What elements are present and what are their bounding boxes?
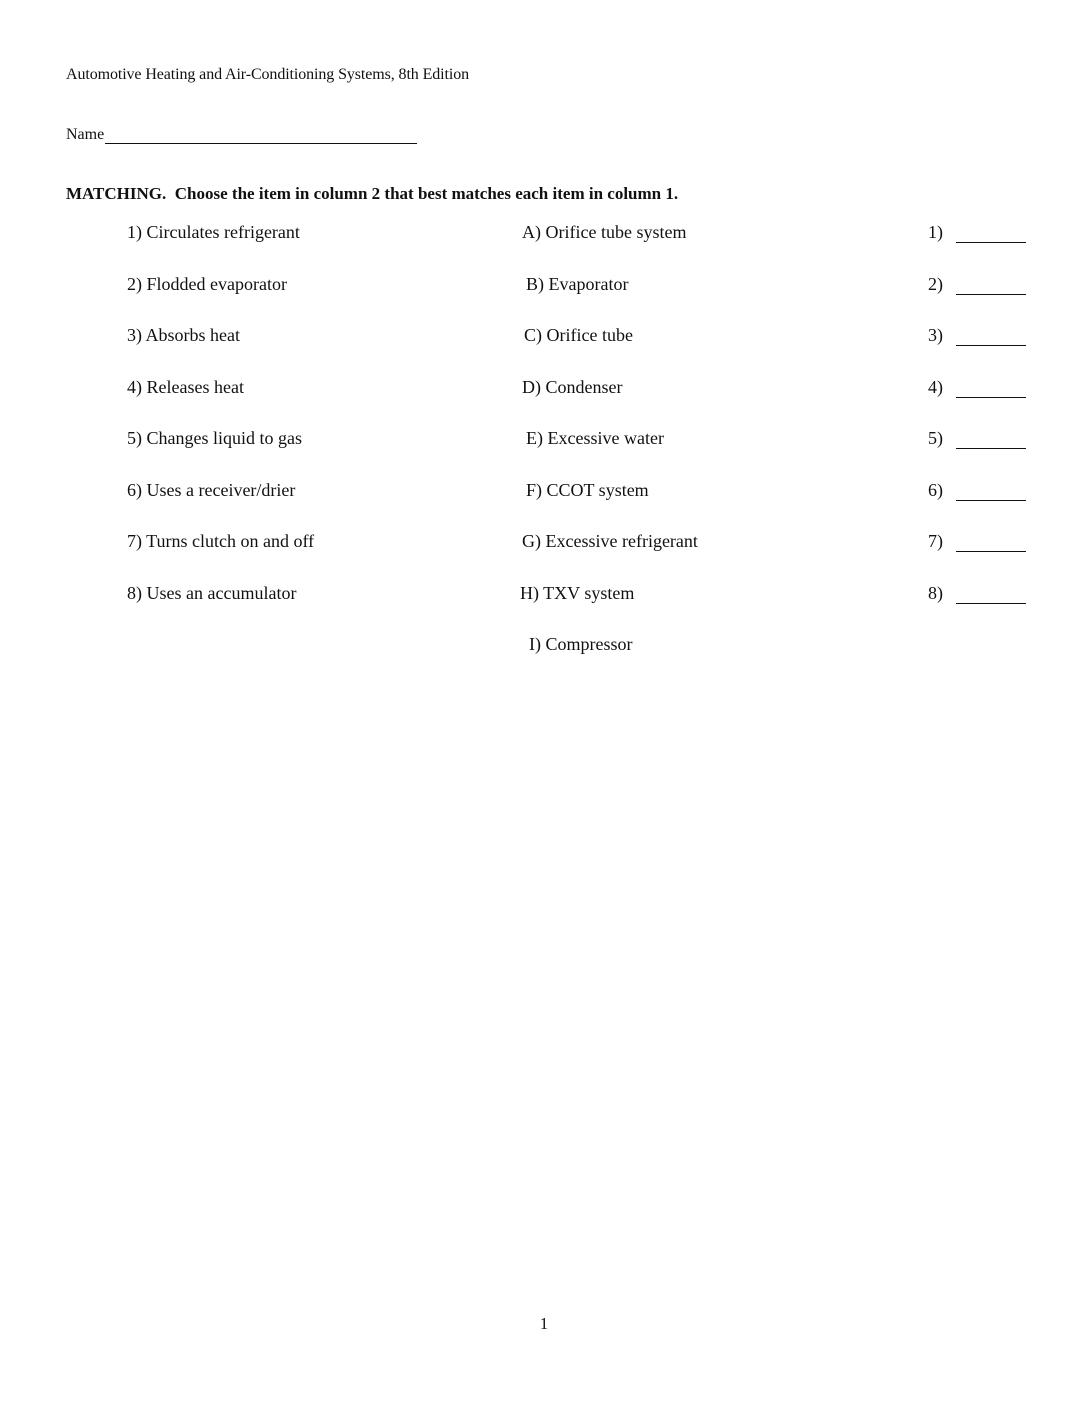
column2-option: B) Evaporator <box>526 274 629 294</box>
answer-number: 1) <box>928 222 943 242</box>
answer-blank[interactable] <box>956 345 1026 346</box>
answer-blank[interactable] <box>956 242 1026 243</box>
column1-item: 5) Changes liquid to gas <box>127 428 302 448</box>
column2-option: D) Condenser <box>522 377 623 397</box>
name-label: Name <box>66 126 105 143</box>
column2-option: C) Orifice tube <box>524 325 633 345</box>
answer-number: 8) <box>928 583 943 603</box>
column2-option: H) TXV system <box>520 583 635 603</box>
matching-row <box>0 377 1088 401</box>
column2-option: E) Excessive water <box>526 428 664 448</box>
column2-option: I) Compressor <box>529 634 633 654</box>
matching-row <box>0 222 1088 246</box>
answer-blank[interactable] <box>956 551 1026 552</box>
name-input-line[interactable] <box>105 124 417 144</box>
matching-instructions: MATCHING. Choose the item in column 2 that best matches each item in column 1. <box>66 184 679 203</box>
matching-row <box>0 583 1088 607</box>
answer-blank[interactable] <box>956 500 1026 501</box>
column1-item: 4) Releases heat <box>127 377 244 397</box>
answer-number: 4) <box>928 377 943 397</box>
extra-option-row <box>0 634 1088 658</box>
matching-row <box>0 531 1088 555</box>
answer-number: 3) <box>928 325 943 345</box>
matching-row <box>0 428 1088 452</box>
page-number: 1 <box>539 1314 549 1333</box>
answer-blank[interactable] <box>956 603 1026 604</box>
column1-item: 2) Flodded evaporator <box>127 274 287 294</box>
column1-item: 6) Uses a receiver/drier <box>127 480 296 500</box>
column1-item: 1) Circulates refrigerant <box>127 222 300 242</box>
course-title: Automotive Heating and Air-Conditioning Systems, 8th Edition <box>66 66 469 83</box>
column1-item: 3) Absorbs heat <box>127 325 240 345</box>
answer-number: 7) <box>928 531 943 551</box>
column2-option: F) CCOT system <box>526 480 649 500</box>
name-field-row <box>66 124 417 144</box>
column1-item: 8) Uses an accumulator <box>127 583 297 603</box>
matching-row <box>0 325 1088 349</box>
column1-item: 7) Turns clutch on and off <box>127 531 315 551</box>
answer-number: 6) <box>928 480 943 500</box>
answer-blank[interactable] <box>956 448 1026 449</box>
matching-row <box>0 274 1088 298</box>
answer-number: 5) <box>928 428 943 448</box>
answer-blank[interactable] <box>956 294 1026 295</box>
answer-number: 2) <box>928 274 943 294</box>
column2-option: G) Excessive refrigerant <box>522 531 698 551</box>
column2-option: A) Orifice tube system <box>522 222 687 242</box>
answer-blank[interactable] <box>956 397 1026 398</box>
matching-row <box>0 480 1088 504</box>
